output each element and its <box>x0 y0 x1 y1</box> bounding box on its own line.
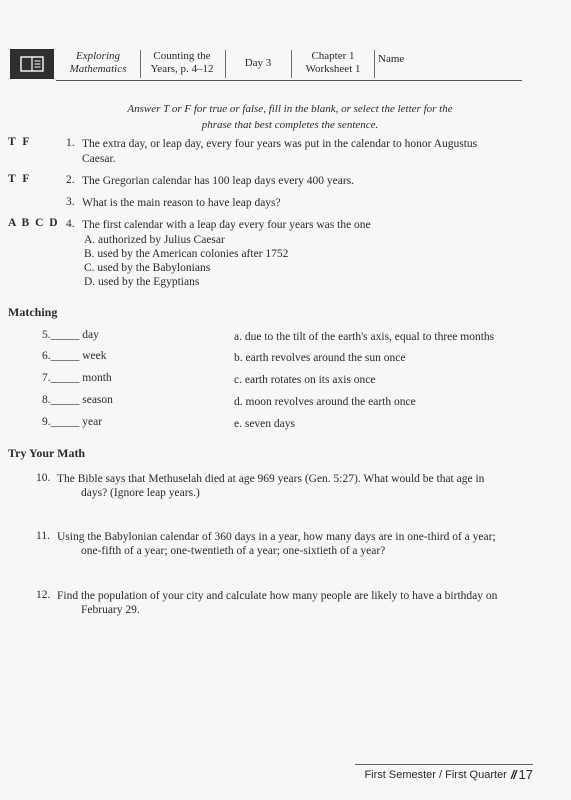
header-divider <box>291 50 292 78</box>
footer-section-label: First Semester / First Quarter <box>364 768 507 781</box>
question-2-text: The Gregorian calendar has 100 leap days every 400 years. <box>82 175 355 187</box>
lesson-reference: Counting the Years, p. 4–12 <box>150 50 214 75</box>
problem-number: 11. <box>36 530 50 542</box>
problem-11-line-2: one-fifth of a year; one-twentieth of a year; one-sixtieth of a year? <box>81 545 386 557</box>
answer-choices-q4[interactable]: A B C D <box>8 217 60 229</box>
matching-item-5[interactable] <box>42 329 99 341</box>
header-divider <box>225 50 226 78</box>
question-number: 3. <box>66 196 75 208</box>
worksheet-header <box>8 47 522 81</box>
problem-number: 10. <box>36 472 51 484</box>
try-your-math-title: Try Your Math <box>8 446 86 460</box>
item-number: 5. <box>42 329 51 341</box>
answer-blank[interactable]: _____ <box>50 372 80 384</box>
question-4-text: The first calendar with a leap day every four years was the one <box>82 219 371 231</box>
question-number: 2. <box>66 174 75 186</box>
match-term: year <box>82 416 103 428</box>
page-number: 17 <box>518 767 533 782</box>
match-definition-e: e. seven days <box>234 418 295 430</box>
item-number: 8. <box>42 394 51 406</box>
matching-section-title: Matching <box>8 305 58 319</box>
matching-item-9[interactable] <box>42 416 102 428</box>
option-a[interactable]: A. authorized by Julius Caesar <box>84 234 225 246</box>
match-definition-c: c. earth rotates on its axis once <box>234 374 376 386</box>
match-definition-b: b. earth revolves around the sun once <box>234 352 406 364</box>
match-definition-a: a. due to the tilt of the earth's axis, equal to three months <box>234 331 495 343</box>
page-footer <box>355 764 533 784</box>
footer-separator: // <box>510 767 516 782</box>
option-c[interactable]: C. used by the Babylonians <box>84 262 211 274</box>
matching-item-8[interactable] <box>42 394 113 406</box>
header-divider <box>374 50 375 78</box>
match-term: season <box>82 394 113 406</box>
item-number: 6. <box>42 350 51 362</box>
problem-12-line-2: February 29. <box>81 604 140 616</box>
header-divider <box>140 50 141 78</box>
header-rule <box>56 80 522 81</box>
match-term: day <box>82 329 99 341</box>
answer-choices-q1[interactable]: T F <box>8 136 32 148</box>
problem-11-line-1: Using the Babylonian calendar of 360 days in a year, how many days are in one-third of a year; <box>57 531 496 543</box>
matching-item-6[interactable] <box>42 350 107 362</box>
name-field-label: Name <box>378 53 405 65</box>
book-title: Exploring Mathematics <box>69 50 127 75</box>
answer-blank[interactable]: _____ <box>50 394 80 406</box>
matching-item-7[interactable] <box>42 372 112 384</box>
match-term: month <box>82 372 112 384</box>
chapter-label: Chapter 1 Worksheet 1 <box>305 50 361 75</box>
answer-blank[interactable]: _____ <box>50 416 80 428</box>
item-number: 9. <box>42 416 51 428</box>
match-term: week <box>82 350 107 362</box>
problem-number: 12. <box>36 589 51 601</box>
item-number: 7. <box>42 372 51 384</box>
instructions: Answer T or F for true or false, fill in the blank, or select the letter for the phrase that best completes the sentence. <box>127 103 453 131</box>
problem-12-line-1: Find the population of your city and calculate how many people are likely to have a birthday on <box>57 590 498 602</box>
question-3-text: What is the main reason to have leap days? <box>82 197 281 209</box>
footer-rule <box>355 764 533 765</box>
problem-10-line-1: The Bible says that Methuselah died at age 969 years (Gen. 5:27). What would be that age in <box>57 473 485 485</box>
match-definition-d: d. moon revolves around the earth once <box>234 396 416 408</box>
day-label: Day 3 <box>244 56 272 69</box>
answer-blank[interactable]: _____ <box>50 329 80 341</box>
option-d[interactable]: D. used by the Egyptians <box>84 276 200 288</box>
answer-blank[interactable]: _____ <box>50 350 80 362</box>
option-b[interactable]: B. used by the American colonies after 1752 <box>84 248 289 260</box>
problem-10-line-2: days? (Ignore leap years.) <box>81 487 200 499</box>
question-1-text: The extra day, or leap day, every four years was put in the calendar to honor Augustus Caesar. <box>82 138 478 165</box>
question-number: 1. <box>66 137 75 149</box>
answer-choices-q2[interactable]: T F <box>8 173 32 185</box>
book-icon <box>10 49 54 79</box>
question-number: 4. <box>66 218 75 230</box>
